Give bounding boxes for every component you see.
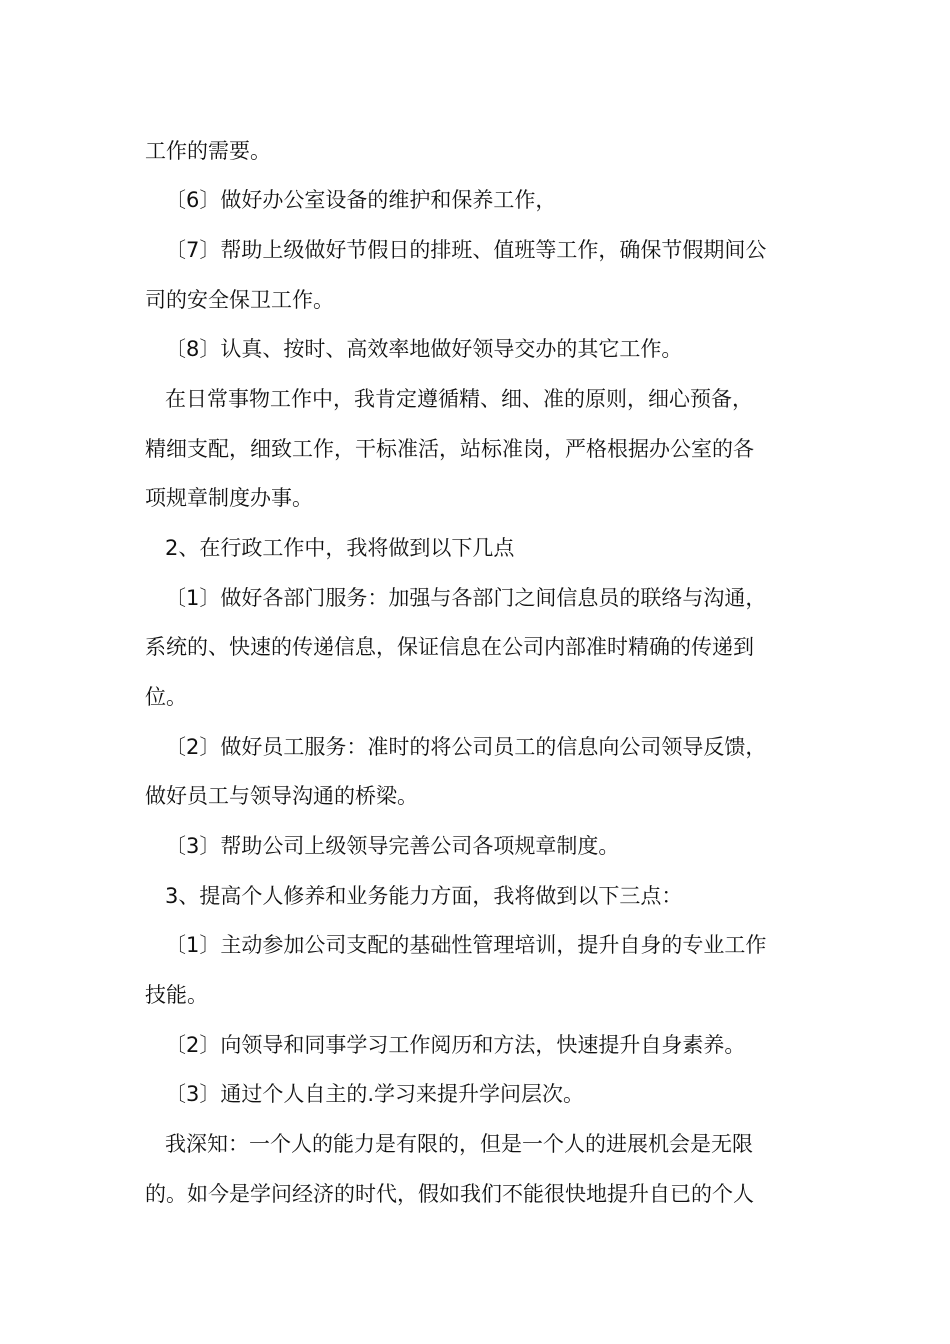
text-line-14: 做好员工与领导沟通的桥梁。 (145, 784, 418, 808)
text-line-20: 〔3〕通过个人自主的.学习来提升学问层次。 (165, 1082, 585, 1106)
text-line-13: 〔2〕做好员工服务：准时的将公司员工的信息向公司领导反馈， (165, 735, 767, 759)
text-line-21: 我深知：一个人的能力是有限的，但是一个人的进展机会是无限 (165, 1132, 753, 1156)
text-line-7: 精细支配，细致工作，干标准活，站标准岗，严格根据办公室的各 (145, 437, 754, 461)
text-line-1: 工作的需要。 (145, 139, 271, 163)
text-line-11: 系统的、快速的传递信息，保证信息在公司内部准时精确的传递到 (145, 635, 754, 659)
text-line-18: 技能。 (145, 983, 208, 1007)
text-line-6: 在日常事物工作中，我肯定遵循精、细、准的原则，细心预备， (165, 387, 753, 411)
text-line-10: 〔1〕做好各部门服务：加强与各部门之间信息员的联络与沟通， (165, 586, 767, 610)
text-line-16: 3、提高个人修养和业务能力方面，我将做到以下三点： (165, 884, 683, 908)
text-line-22: 的。如今是学问经济的时代，假如我们不能很快地提升自已的个人 (145, 1182, 754, 1206)
text-line-9: 2、在行政工作中，我将做到以下几点 (165, 536, 515, 560)
text-line-19: 〔2〕向领导和同事学习工作阅历和方法，快速提升自身素养。 (165, 1033, 746, 1057)
text-line-5: 〔8〕认真、按时、高效率地做好领导交办的其它工作。 (165, 337, 683, 361)
text-line-12: 位。 (145, 685, 187, 709)
text-line-8: 项规章制度办事。 (145, 486, 313, 510)
text-line-15: 〔3〕帮助公司上级领导完善公司各项规章制度。 (165, 834, 620, 858)
text-line-17: 〔1〕主动参加公司支配的基础性管理培训，提升自身的专业工作 (165, 933, 767, 957)
text-line-2: 〔6〕做好办公室设备的维护和保养工作， (165, 188, 557, 212)
text-line-3: 〔7〕帮助上级做好节假日的排班、值班等工作，确保节假期间公 (165, 238, 767, 262)
text-line-4: 司的安全保卫工作。 (145, 288, 334, 312)
